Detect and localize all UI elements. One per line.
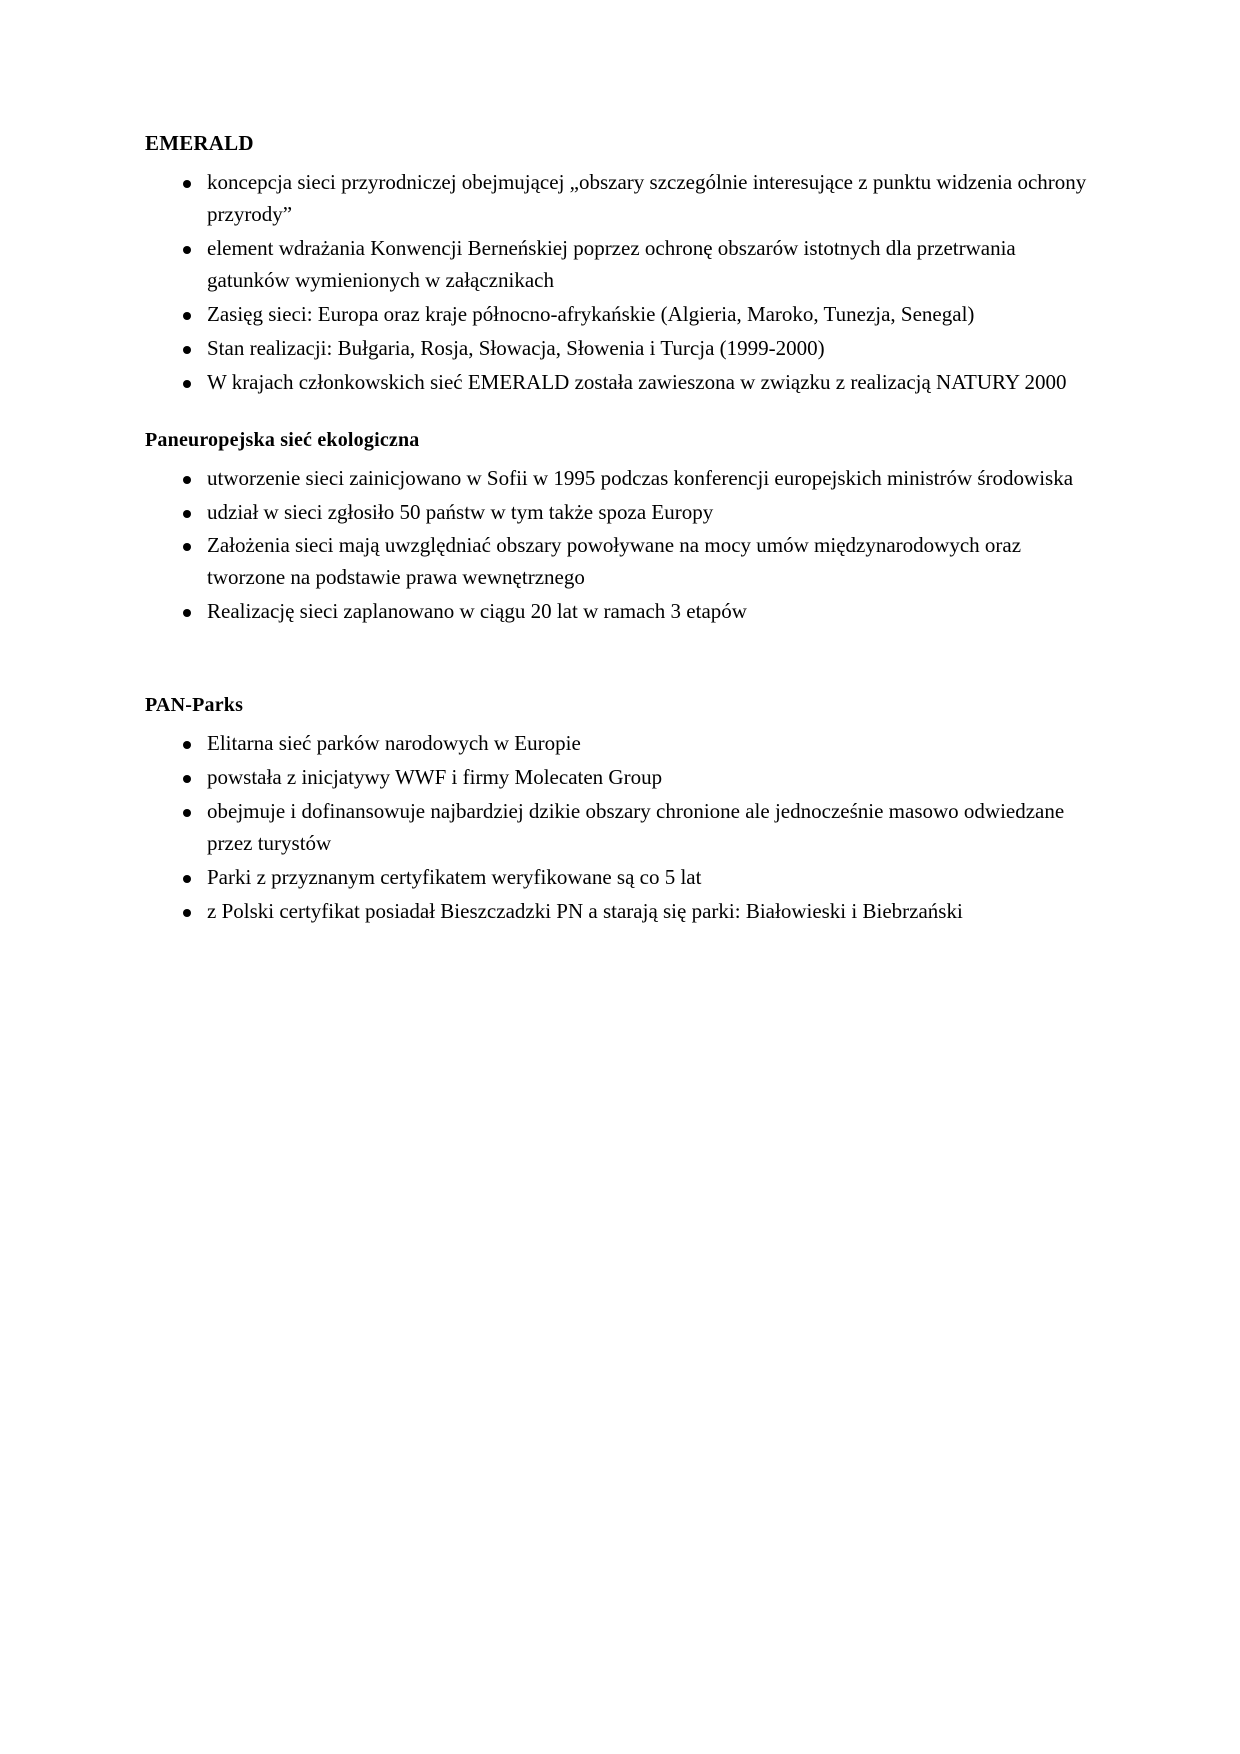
section-paneuropejska-siec-ekologiczna <box>145 427 1090 629</box>
section-pan-parks <box>145 692 1090 927</box>
bullet-list-emerald <box>145 167 1090 398</box>
section-emerald <box>145 130 1090 399</box>
bullet-list-pan-parks <box>145 728 1090 927</box>
list-item: udział w sieci zgłosiło 50 państw w tym także spoza Europy <box>145 497 1090 529</box>
list-item: W krajach członkowskich sieć EMERALD została zawieszona w związku z realizacją NATURY 2000 <box>145 367 1090 399</box>
list-item: z Polski certyfikat posiadał Bieszczadzki PN a starają się parki: Białowieski i Biebrzański <box>145 896 1090 928</box>
section-heading-pan-parks: PAN-Parks <box>145 694 244 717</box>
list-item: koncepcja sieci przyrodniczej obejmującej „obszary szczególnie interesujące z punktu widzenia ochrony przyrody” <box>145 167 1090 231</box>
list-item: utworzenie sieci zainicjowano w Sofii w 1995 podczas konferencji europejskich ministrów środowiska <box>145 463 1090 495</box>
list-item: powstała z inicjatywy WWF i firmy Molecaten Group <box>145 762 1090 794</box>
list-item: Zasięg sieci: Europa oraz kraje północno-afrykańskie (Algieria, Maroko, Tunezja, Senegal) <box>145 299 1090 331</box>
list-item: Realizację sieci zaplanowano w ciągu 20 lat w ramach 3 etapów <box>145 596 1090 628</box>
section-heading-paneuropejska: Paneuropejska sieć ekologiczna <box>145 428 420 451</box>
list-item: obejmuje i dofinansowuje najbardziej dzikie obszary chronione ale jednocześnie masowo odwiedzane przez turystów <box>145 796 1090 860</box>
list-item: Parki z przyznanym certyfikatem weryfikowane są co 5 lat <box>145 862 1090 894</box>
list-item: Stan realizacji: Bułgaria, Rosja, Słowacja, Słowenia i Turcja (1999-2000) <box>145 333 1090 365</box>
list-item: Elitarna sieć parków narodowych w Europie <box>145 728 1090 760</box>
bullet-list-paneuropejska <box>145 463 1090 629</box>
spacer <box>145 630 1090 692</box>
section-heading-emerald: EMERALD <box>145 131 254 155</box>
list-item: Założenia sieci mają uwzględniać obszary powoływane na mocy umów międzynarodowych oraz tworzone na podstawie prawa wewnętrznego <box>145 530 1090 594</box>
spacer <box>145 401 1090 427</box>
list-item: element wdrażania Konwencji Berneńskiej poprzez ochronę obszarów istotnych dla przetrwania gatunków wymienionych w załącznikach <box>145 233 1090 297</box>
